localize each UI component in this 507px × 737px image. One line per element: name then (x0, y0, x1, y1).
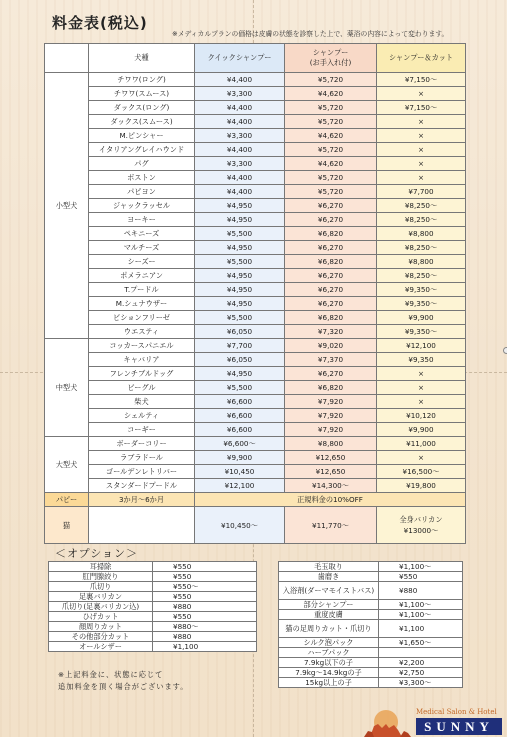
option-name: ひげカット (49, 612, 153, 622)
list-item (279, 638, 463, 648)
list-item (279, 600, 463, 610)
shampoo-price: ¥12,650 (285, 451, 377, 465)
shampoo-price: ¥5,720 (285, 73, 377, 87)
pets-silhouette-icon (356, 704, 414, 737)
cut-price: ¥9,350〜 (377, 297, 466, 311)
cut-price: ¥9,900 (377, 423, 466, 437)
breed-name: ヨーキー (89, 213, 195, 227)
table-row (45, 311, 466, 325)
list-item (279, 668, 463, 678)
quick-price: ¥10,450 (195, 465, 285, 479)
breed-name: M.シュナウザー (89, 297, 195, 311)
breed-name: マルチーズ (89, 241, 195, 255)
quick-price: ¥5,500 (195, 381, 285, 395)
cut-price: ¥8,250〜 (377, 199, 466, 213)
cut-price: × (377, 143, 466, 157)
cut-price: ¥12,100 (377, 339, 466, 353)
table-row (45, 87, 466, 101)
header-shampoo: シャンプー (お手入れ付) (285, 44, 377, 73)
option-name: 肛門腺絞り (49, 572, 153, 582)
shampoo-price: ¥7,920 (285, 409, 377, 423)
footnote: ※上記料金に、状態に応じて 追加料金を頂く場合がございます。 (58, 670, 189, 691)
shampoo-price: ¥7,920 (285, 395, 377, 409)
cut-price: ¥8,250〜 (377, 213, 466, 227)
option-price: ¥880 (153, 602, 257, 612)
salon-logo (356, 704, 504, 737)
puppy-age: 3か月〜6か月 (89, 493, 195, 507)
quick-price: ¥4,400 (195, 101, 285, 115)
breed-name: シーズー (89, 255, 195, 269)
size-label: 小型犬 (45, 73, 89, 339)
size-label: 猫 (45, 507, 89, 544)
quick-price: ¥6,600 (195, 395, 285, 409)
options-table-left (48, 561, 257, 652)
cut-price: × (377, 171, 466, 185)
option-name: 猫の足周りカット・爪切り (279, 620, 379, 638)
shampoo-price: ¥6,820 (285, 255, 377, 269)
option-name: 入浴剤(ダーマモイストバス) (279, 582, 379, 600)
header-quick-shampoo: クイックシャンプー (195, 44, 285, 73)
table-row (45, 297, 466, 311)
breed-name: スタンダードプードル (89, 479, 195, 493)
list-item (279, 610, 463, 620)
table-row (45, 465, 466, 479)
list-item (279, 678, 463, 688)
shampoo-price: ¥7,320 (285, 325, 377, 339)
option-name: 7.9kg以下の子 (279, 658, 379, 668)
breed-name: フレンチブルドッグ (89, 367, 195, 381)
breed-name: チワワ(ロング) (89, 73, 195, 87)
option-name: 耳掃除 (49, 562, 153, 572)
shampoo-price: ¥4,620 (285, 129, 377, 143)
shampoo-price: ¥9,020 (285, 339, 377, 353)
option-price: ¥880 (379, 582, 463, 600)
cut-price: ¥7,150〜 (377, 73, 466, 87)
cut-price: ¥16,500〜 (377, 465, 466, 479)
option-name: オールシザー (49, 642, 153, 652)
table-row (45, 381, 466, 395)
table-row (45, 101, 466, 115)
cut-price: ¥8,250〜 (377, 241, 466, 255)
logo-subtitle: Medical Salon & Hotel (416, 708, 497, 716)
option-price: ¥550 (153, 612, 257, 622)
price-table-header (45, 44, 466, 73)
table-row (45, 409, 466, 423)
option-name: 爪切り (49, 582, 153, 592)
option-price: ¥550 (153, 572, 257, 582)
table-row (45, 199, 466, 213)
quick-price: ¥4,950 (195, 241, 285, 255)
cut-price: ¥8,800 (377, 255, 466, 269)
shampoo-price: ¥6,270 (285, 241, 377, 255)
shampoo-price: ¥12,650 (285, 465, 377, 479)
breed-name: ゴールデンレトリバー (89, 465, 195, 479)
shampoo-price: ¥6,270 (285, 269, 377, 283)
shampoo-price: ¥6,270 (285, 213, 377, 227)
shampoo-price: ¥8,800 (285, 437, 377, 451)
shampoo-price: ¥14,300〜 (285, 479, 377, 493)
option-price: ¥550 (153, 592, 257, 602)
shampoo-price: ¥6,820 (285, 227, 377, 241)
table-row (45, 395, 466, 409)
table-row (45, 185, 466, 199)
option-name: 毛玉取り (279, 562, 379, 572)
cut-price: ¥9,350 (377, 353, 466, 367)
options-title: ＜オプション＞ (55, 547, 139, 560)
quick-price: ¥4,400 (195, 185, 285, 199)
breed-name: ダックス(スムース) (89, 115, 195, 129)
option-price: ¥1,100〜 (379, 600, 463, 610)
shampoo-price: ¥5,720 (285, 171, 377, 185)
list-item (49, 582, 257, 592)
price-note: ※メディカルプランの価格は皮膚の状態を診察した上で、薬浴の内容によって変わります。 (172, 30, 449, 38)
quick-price: ¥4,950 (195, 367, 285, 381)
option-price: ¥1,100〜 (379, 610, 463, 620)
quick-price: ¥4,950 (195, 199, 285, 213)
list-item (49, 642, 257, 652)
cut-price: × (377, 395, 466, 409)
table-row (45, 423, 466, 437)
option-name: 顔周りカット (49, 622, 153, 632)
cut-price: ¥7,700 (377, 185, 466, 199)
cut-price: ¥19,800 (377, 479, 466, 493)
option-price: ¥550 (153, 562, 257, 572)
shampoo-price: ¥6,820 (285, 311, 377, 325)
table-row (45, 451, 466, 465)
breed-name: キャバリア (89, 353, 195, 367)
cut-price: × (377, 381, 466, 395)
size-label: パピー (45, 493, 89, 507)
table-row (45, 283, 466, 297)
option-price: ¥3,300〜 (379, 678, 463, 688)
breed-name: ラブラドール (89, 451, 195, 465)
cut-price: × (377, 367, 466, 381)
option-name: 15kg以上の子 (279, 678, 379, 688)
option-name: 重度皮膚 (279, 610, 379, 620)
quick-price: ¥3,300 (195, 157, 285, 171)
option-name: 7.9kg〜14.9kgの子 (279, 668, 379, 678)
size-label: 大型犬 (45, 437, 89, 493)
cut-price: × (377, 451, 466, 465)
shampoo-price: ¥6,270 (285, 199, 377, 213)
option-price: ¥2,750 (379, 668, 463, 678)
list-item (279, 648, 463, 658)
cut-price: ¥8,250〜 (377, 269, 466, 283)
breed-name: コッカースパニエル (89, 339, 195, 353)
option-price (379, 648, 463, 658)
scroll-handle[interactable] (503, 347, 507, 354)
cat-row (45, 507, 466, 544)
cut-price: ¥8,800 (377, 227, 466, 241)
table-row (45, 157, 466, 171)
list-item (279, 572, 463, 582)
list-item (279, 658, 463, 668)
table-row (45, 73, 466, 87)
table-row (45, 143, 466, 157)
table-row (45, 339, 466, 353)
table-row (45, 213, 466, 227)
option-price: ¥1,100 (379, 620, 463, 638)
option-price: ¥880〜 (153, 622, 257, 632)
quick-price: ¥5,500 (195, 311, 285, 325)
list-item (49, 562, 257, 572)
list-item (279, 620, 463, 638)
option-price: ¥2,200 (379, 658, 463, 668)
breed-name: ペキニーズ (89, 227, 195, 241)
quick-price: ¥6,600 (195, 423, 285, 437)
breed-name: M.ピンシャー (89, 129, 195, 143)
shampoo-price: ¥5,720 (285, 115, 377, 129)
cat-cut-price: 全身バリカン ¥13000〜 (377, 507, 466, 544)
breed-name: T.プードル (89, 283, 195, 297)
table-row (45, 479, 466, 493)
breed-name: 柴犬 (89, 395, 195, 409)
logo-name: SUNNY (416, 718, 502, 735)
shampoo-price: ¥5,720 (285, 101, 377, 115)
quick-price: ¥4,950 (195, 269, 285, 283)
breed-name: ボストン (89, 171, 195, 185)
price-table-body (45, 73, 466, 493)
breed-name: ボーダーコリー (89, 437, 195, 451)
option-price: ¥880 (153, 632, 257, 642)
cat-breed-cell (89, 507, 195, 544)
cut-price: × (377, 157, 466, 171)
shampoo-price: ¥7,370 (285, 353, 377, 367)
cut-price: ¥11,000 (377, 437, 466, 451)
table-row (45, 171, 466, 185)
quick-price: ¥7,700 (195, 339, 285, 353)
breed-name: ポメラニアン (89, 269, 195, 283)
table-row (45, 129, 466, 143)
option-name: 爪切り(足裏バリカン込) (49, 602, 153, 612)
option-name: 部分シャンプー (279, 600, 379, 610)
shampoo-price: ¥6,270 (285, 367, 377, 381)
breed-name: イタリアングレイハウンド (89, 143, 195, 157)
cut-price: ¥7,150〜 (377, 101, 466, 115)
table-row (45, 325, 466, 339)
table-row (45, 227, 466, 241)
quick-price: ¥5,500 (195, 255, 285, 269)
header-shampoo-cut: シャンプー＆カット (377, 44, 466, 73)
cut-price: × (377, 129, 466, 143)
page-title: 料金表(税込) (52, 14, 148, 32)
quick-price: ¥6,050 (195, 325, 285, 339)
list-item (49, 592, 257, 602)
quick-price: ¥5,500 (195, 227, 285, 241)
breed-name: ビションフリーゼ (89, 311, 195, 325)
header-size (45, 44, 89, 73)
option-name: その他部分カット (49, 632, 153, 642)
breed-name: ジャックラッセル (89, 199, 195, 213)
puppy-row (45, 493, 466, 507)
cat-shampoo-price: ¥11,770〜 (285, 507, 377, 544)
option-price: ¥550 (379, 572, 463, 582)
quick-price: ¥6,050 (195, 353, 285, 367)
quick-price: ¥4,400 (195, 143, 285, 157)
cat-quick-price: ¥10,450〜 (195, 507, 285, 544)
breed-name: パピヨン (89, 185, 195, 199)
quick-price: ¥6,600 (195, 409, 285, 423)
header-breed: 犬種 (89, 44, 195, 73)
price-table (44, 43, 466, 544)
table-row (45, 367, 466, 381)
quick-price: ¥6,600〜 (195, 437, 285, 451)
option-name: シルク泡パック (279, 638, 379, 648)
quick-price: ¥4,400 (195, 73, 285, 87)
shampoo-price: ¥7,920 (285, 423, 377, 437)
breed-name: シェルティ (89, 409, 195, 423)
breed-name: ビーグル (89, 381, 195, 395)
size-label: 中型犬 (45, 339, 89, 437)
shampoo-price: ¥6,270 (285, 283, 377, 297)
shampoo-price: ¥5,720 (285, 185, 377, 199)
option-price: ¥550〜 (153, 582, 257, 592)
puppy-discount: 正規料金の10%OFF (195, 493, 466, 507)
breed-name: コーギー (89, 423, 195, 437)
shampoo-price: ¥6,820 (285, 381, 377, 395)
quick-price: ¥4,400 (195, 171, 285, 185)
options-table-right (278, 561, 463, 688)
breed-name: パグ (89, 157, 195, 171)
quick-price: ¥3,300 (195, 129, 285, 143)
option-price: ¥1,650〜 (379, 638, 463, 648)
option-name: 足裏バリカン (49, 592, 153, 602)
quick-price: ¥3,300 (195, 87, 285, 101)
table-row (45, 115, 466, 129)
table-row (45, 353, 466, 367)
option-price: ¥1,100〜 (379, 562, 463, 572)
breed-name: ウエスティ (89, 325, 195, 339)
cut-price: × (377, 115, 466, 129)
list-item (49, 572, 257, 582)
cut-price: ¥9,350〜 (377, 283, 466, 297)
table-row (45, 255, 466, 269)
option-name: ハーブパック (279, 648, 379, 658)
shampoo-price: ¥4,620 (285, 87, 377, 101)
list-item (49, 602, 257, 612)
list-item (279, 562, 463, 572)
list-item (279, 582, 463, 600)
option-price: ¥1,100 (153, 642, 257, 652)
quick-price: ¥4,950 (195, 213, 285, 227)
shampoo-price: ¥5,720 (285, 143, 377, 157)
list-item (49, 622, 257, 632)
cut-price: × (377, 87, 466, 101)
quick-price: ¥4,950 (195, 297, 285, 311)
quick-price: ¥9,900 (195, 451, 285, 465)
cut-price: ¥9,900 (377, 311, 466, 325)
table-row (45, 269, 466, 283)
list-item (49, 612, 257, 622)
cut-price: ¥10,120 (377, 409, 466, 423)
shampoo-price: ¥6,270 (285, 297, 377, 311)
quick-price: ¥12,100 (195, 479, 285, 493)
list-item (49, 632, 257, 642)
table-row (45, 437, 466, 451)
cut-price: ¥9,350〜 (377, 325, 466, 339)
breed-name: ダックス(ロング) (89, 101, 195, 115)
quick-price: ¥4,400 (195, 115, 285, 129)
breed-name: チワワ(スムース) (89, 87, 195, 101)
option-name: 歯磨き (279, 572, 379, 582)
table-row (45, 241, 466, 255)
quick-price: ¥4,950 (195, 283, 285, 297)
shampoo-price: ¥4,620 (285, 157, 377, 171)
